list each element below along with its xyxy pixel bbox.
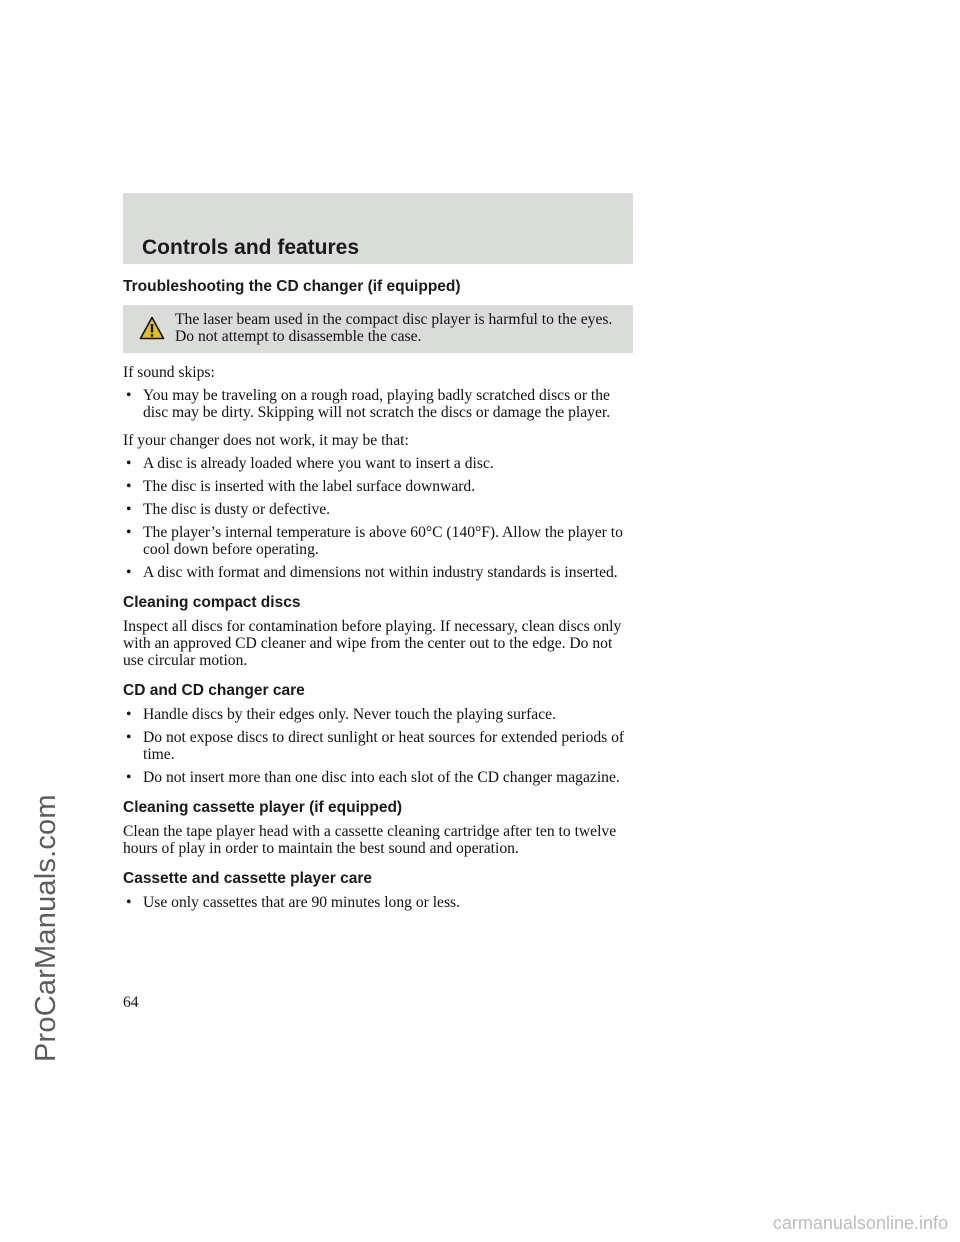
list-item bbox=[123, 524, 633, 558]
list-item bbox=[123, 729, 633, 763]
section-header-band bbox=[123, 193, 633, 264]
list-item-text: A disc with format and dimensions not within industry standards is inserted. bbox=[143, 564, 618, 581]
section-title: Controls and features bbox=[142, 236, 360, 259]
list-item-text: Do not expose discs to direct sunlight or heat sources for extended periods of time. bbox=[143, 729, 625, 763]
heading-cd-changer-care: CD and CD changer care bbox=[123, 682, 305, 699]
list-item bbox=[123, 564, 633, 581]
list-item-text: Use only cassettes that are 90 minutes long or less. bbox=[143, 894, 461, 911]
list-item bbox=[123, 387, 633, 421]
list-item bbox=[123, 501, 633, 518]
bullet-mark: • bbox=[126, 501, 132, 518]
bullet-mark: • bbox=[126, 894, 132, 911]
page-content bbox=[123, 278, 633, 911]
bullet-mark: • bbox=[126, 478, 132, 495]
heading-troubleshooting: Troubleshooting the CD changer (if equipped) bbox=[123, 278, 461, 295]
list-item-text: Do not insert more than one disc into each slot of the CD changer magazine. bbox=[143, 769, 620, 786]
list-item bbox=[123, 769, 633, 786]
paragraph-sound-skips: If sound skips: bbox=[123, 364, 215, 381]
bullet-mark: • bbox=[126, 706, 132, 723]
bullet-list-sound-skips bbox=[123, 387, 633, 421]
bullet-mark: • bbox=[126, 564, 132, 581]
paragraph-cleaning-discs: Inspect all discs for contamination before playing. If necessary, clean discs only with an approved CD cleaner and wipe from the center out to the edge. Do not use circular motion. bbox=[123, 618, 622, 669]
list-item-text: The disc is inserted with the label surface downward. bbox=[143, 478, 476, 495]
bullet-list-cd-care bbox=[123, 706, 633, 786]
list-item bbox=[123, 455, 633, 472]
paragraph-changer-not-work: If your changer does not work, it may be that: bbox=[123, 432, 409, 449]
heading-cassette-care: Cassette and cassette player care bbox=[123, 870, 373, 887]
bullet-mark: • bbox=[126, 455, 132, 472]
bullet-mark: • bbox=[126, 729, 132, 746]
heading-cleaning-compact-discs: Cleaning compact discs bbox=[123, 594, 301, 611]
bullet-mark: • bbox=[126, 524, 132, 541]
list-item-text: The player’s internal temperature is above 60°C (140°F). Allow the player to cool down before operating. bbox=[143, 524, 623, 558]
bullet-mark: • bbox=[126, 769, 132, 786]
heading-cleaning-cassette: Cleaning cassette player (if equipped) bbox=[123, 799, 403, 816]
page-number: 64 bbox=[123, 994, 139, 1011]
bullet-list-cassette-care bbox=[123, 894, 633, 911]
bullet-list-changer-causes bbox=[123, 455, 633, 581]
list-item bbox=[123, 478, 633, 495]
bullet-mark: • bbox=[126, 387, 132, 404]
paragraph-cleaning-cassette: Clean the tape player head with a cassette cleaning cartridge after ten to twelve hours of play in order to maintain the best sound and operation. bbox=[123, 823, 617, 857]
list-item-text: A disc is already loaded where you want to insert a disc. bbox=[143, 455, 494, 472]
warning-text: The laser beam used in the compact disc player is harmful to the eyes. Do not attempt to disassemble the case. bbox=[175, 311, 613, 345]
warning-triangle-icon bbox=[139, 316, 165, 340]
side-watermark: ProCarManuals.com bbox=[30, 794, 62, 1062]
warning-box bbox=[123, 305, 633, 353]
list-item bbox=[123, 706, 633, 723]
list-item-text: The disc is dusty or defective. bbox=[143, 501, 331, 518]
list-item-text: You may be traveling on a rough road, playing badly scratched discs or the disc may be dirty. Skipping will not scratch the discs or damage the player. bbox=[143, 387, 611, 421]
footer-url-watermark: carmanualsonline.info bbox=[772, 1213, 948, 1233]
list-item bbox=[123, 894, 633, 911]
list-item-text: Handle discs by their edges only. Never touch the playing surface. bbox=[143, 706, 556, 723]
